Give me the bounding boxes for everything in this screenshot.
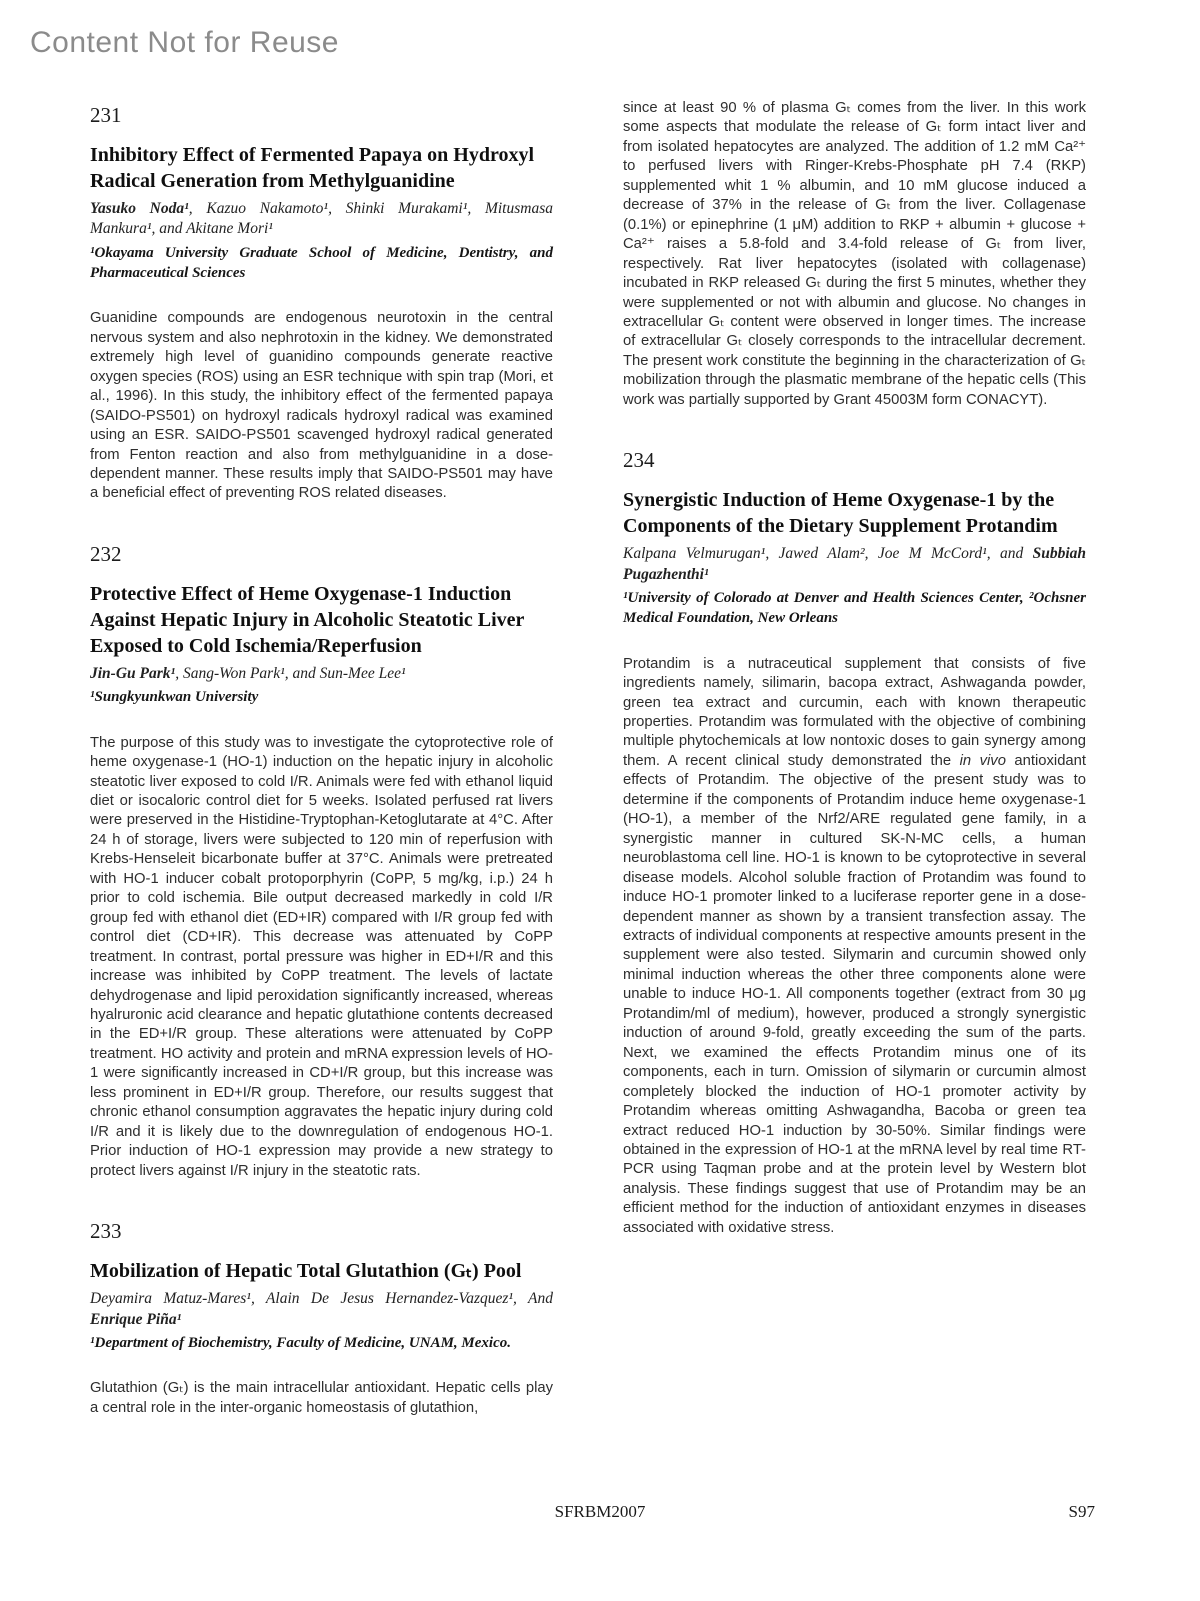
text-segment: since at least 90 % of plasma Gₜ comes from the liver. In this work some aspects that modulate the release of Gₜ form intact liver and from isolated hepatocytes are analyzed. The addition of 1.2 mM Ca²⁺ to perfused livers with Ringer-Krebs-Phosphate pH 7.4 (RKP) supplemented whit 1 % albumin, and 10 mM glucose induced a decrease of 37% in the release of Gₜ from the liver. Collagenase (0.1%) or epinephrine (1 μM) addition to RKP + albumin + glucose + Ca²⁺ raises a 5.8-fold and 3.4-fold release of Gₜ from liver, respectively. Rat liver hepatocytes (isolated with collagenase) incubated in RKP released Gₜ during the first 5 minutes, whether they were supplemented or not with albumin and glucose. No changes in extracellular Gₜ content were observed in longer times. The increase of extracellular Gₜ closely corresponds to the intracellular decrement. The present work constitute the beginning in the characterization of Gₜ mobilization through the plasmatic membrane of the hepatic cells (This work was partially supported by Grant 45003M form CONACYT). xyxy=(623,100,1086,408)
text-segment: Jin-Gu Park¹ xyxy=(90,664,176,682)
abstract-233 xyxy=(90,1219,553,1418)
footer-conference-label: SFRBM2007 xyxy=(554,1502,646,1521)
abstract-234 xyxy=(623,448,1086,1238)
page-footer xyxy=(0,1502,1200,1526)
left-column xyxy=(90,103,553,1456)
abstract-title: Inhibitory Effect of Fermented Papaya on Hydroxyl Radical Generation from Methylguanidine xyxy=(90,144,535,192)
text-segment: Kalpana Velmurugan¹, Jawed Alam², Joe M McCord¹, and xyxy=(623,545,1033,563)
abstract-affiliation: ¹Department of Biochemistry, Faculty of Medicine, UNAM, Mexico. xyxy=(90,1334,511,1351)
abstract-number: 232 xyxy=(90,541,122,566)
text-segment: Guanidine compounds are endogenous neurotoxin in the central nervous system and also nephrotoxin in the kidney. We demonstrated extremely high level of guanidino compounds generate reactive oxygen species (ROS) using an ESR technique with spin trap (Mori, et al., 1996). In this study, the inhibitory effect of the fermented papaya (SAIDO-PS501) on hydroxyl radicals hydroxyl radical was examined using an ESR. SAIDO-PS501 scavenged hydroxyl radical generated from Fenton reaction and also from methylguanidine in a dose-dependent manner. These results imply that SAIDO-PS501 may have a beneficial effect of preventing ROS related diseases. xyxy=(90,310,553,502)
abstract-232 xyxy=(90,542,553,1181)
text-segment: Deyamira Matuz-Mares¹, Alain De Jesus Hernandez-Vazquez¹, And xyxy=(90,1290,553,1308)
text-segment: Glutathion (Gₜ) is the main intracellular antioxidant. Hepatic cells play a central role in the inter-organic homeostasis of glutathion, xyxy=(90,1380,553,1416)
abstract-body-start xyxy=(90,1379,553,1418)
text-segment: Enrique Piña¹ xyxy=(90,1310,182,1328)
abstract-authors xyxy=(623,544,1086,585)
text-segment: , Sang-Won Park¹, and Sun-Mee Lee¹ xyxy=(175,664,406,682)
abstract-affiliation: ¹Sungkyunkwan University xyxy=(90,689,259,706)
abstract-authors xyxy=(90,199,553,240)
abstract-number: 234 xyxy=(623,448,655,473)
text-segment: antioxidant effects of Protandim. The objective of the present study was to determine if the components of Protandim induce heme oxygenase-1 (HO-1), a member of the Nrf2/ARE regulated gene family, in a synergistic manner in cultured SK-N-MC cells, a human neuroblastoma cell line. HO-1 is known to be cytoprotective in several disease models. Alcohol soluble fraction of Protandim was found to induce HO-1 promoter linked to a luciferase reporter gene in a dose-dependent manner as shown by a transient transfection assay. The extracts of individual components at respective amounts present in the supplement were also tested. Silymarin and curcumin showed only minimal induction whereas the other three components alone were unable to induce HO-1. All components together (extract from 30 μg Protandim/ml of medium), however, produced a strongly synergistic induction of around 9-fold, greatly exceeding the sum of the parts. Next, we examined the effects Protandim minus one of its components, each in turn. Omission of silymarin or curcumin almost completely blocked the induction of HO-1 promoter activity by Protandim whereas omitting Ashwagandha, Bacoba or green tea extract reduced HO-1 induction by 30-50%. Similar findings were obtained in the expression of HO-1 at the mRNA level by real time RT-PCR using Taqman probe and at the protein level by Western blot analysis. These findings suggest that use of Protandim may be an efficient method for the induction of antioxidant enzymes in diseases associated with oxidative stress. xyxy=(623,752,1086,1236)
abstract-affiliation: ¹University of Colorado at Denver and Health Sciences Center, ²Ochsner Medical Foundation, New Orleans xyxy=(623,590,1086,627)
text-segment: , Kazuo Nakamoto¹, Shinki Murakami¹, Mitusmasa Mankura¹, and Akitane Mori¹ xyxy=(90,200,553,238)
text-segment: in vivo xyxy=(959,752,1006,769)
abstract-authors xyxy=(90,1289,553,1330)
abstract-body xyxy=(90,734,553,1181)
abstract-body xyxy=(623,655,1086,1239)
footer-page-number: S97 xyxy=(1068,1502,1095,1521)
abstract-231 xyxy=(90,103,553,504)
abstract-number: 233 xyxy=(90,1219,122,1244)
abstract-number: 231 xyxy=(90,103,122,127)
abstract-title: Mobilization of Hepatic Total Glutathion (Gₜ) Pool xyxy=(90,1260,522,1283)
abstract-title: Protective Effect of Heme Oxygenase-1 Induction Against Hepatic Injury in Alcoholic Steatotic Liver Exposed to Cold Ischemia/Reperfusion xyxy=(90,582,525,657)
abstract-affiliation: ¹Okayama University Graduate School of Medicine, Dentistry, and Pharmaceutical Sciences xyxy=(90,244,553,282)
text-segment: Yasuko Noda¹ xyxy=(90,200,189,217)
right-column xyxy=(623,99,1086,1276)
text-segment: The purpose of this study was to investigate the cytoprotective role of heme oxygenase-1 (HO-1) induction on the hepatic injury in alcoholic steatotic liver exposed to cold I/R. Animals were fed with ethanol liquid diet or isocaloric control diet for 5 weeks. Isolated perfused rat livers were preserved in the Histidine-Tryptophan-Ketoglutarate at 4°C. After 24 h of storage, livers were subjected to 120 min of reperfusion with Krebs-Henseleit bicarbonate buffer at 37°C. Animals were pretreated with HO-1 inducer cobalt protoporphyrin (CoPP, 5 mg/kg, i.p.) 24 h prior to cold ischemia. Bile output decreased markedly in cold I/R group fed with ethanol diet (ED+IR) compared with I/R group fed with control diet (CD+IR). This decrease was attenuated by CoPP treatment. In contrast, portal pressure was higher in ED+I/R and this increase was inhibited by CoPP treatment. The levels of lactate dehydrogenase and lipid peroxidation significantly increased, whereas hyalruronic acid clearance and hepatic glutathione contents decreased in the ED+I/R group. These alterations were attenuated by CoPP treatment. HO activity and protein and mRNA expression levels of HO-1 were significantly increased in CD+I/R group, but this increase was less prominent in ED+I/R group. Therefore, our results suggest that chronic ethanol consumption aggravates the hepatic injury during cold I/R and it is likely due to the downregulation of endogenous HO-1. Prior induction of HO-1 expression may provide a new strategy to protect livers against I/R injury in the steatotic rats. xyxy=(90,734,553,1179)
content-not-for-reuse-watermark: Content Not for Reuse xyxy=(30,26,339,59)
abstract-body xyxy=(90,309,553,504)
text-segment: Subbiah Pugazhenthi¹ xyxy=(623,545,1086,583)
abstract-title: Synergistic Induction of Heme Oxygenase-1 by the Components of the Dietary Supplement Protandim xyxy=(623,489,1058,538)
abstract-authors xyxy=(90,664,553,684)
abstract-233-body-continuation xyxy=(623,99,1086,410)
text-segment: Protandim is a nutraceutical supplement that consists of five ingredients namely, silimarin, bacopa extract, Ashwaganda powder, green tea extract and curcumin, each with known therapeutic properties. Protandim was formulated with the objective of combining multiple phytochemicals at low nontoxic doses to gain synergy among them. A recent clinical study demonstrated the xyxy=(623,655,1086,769)
